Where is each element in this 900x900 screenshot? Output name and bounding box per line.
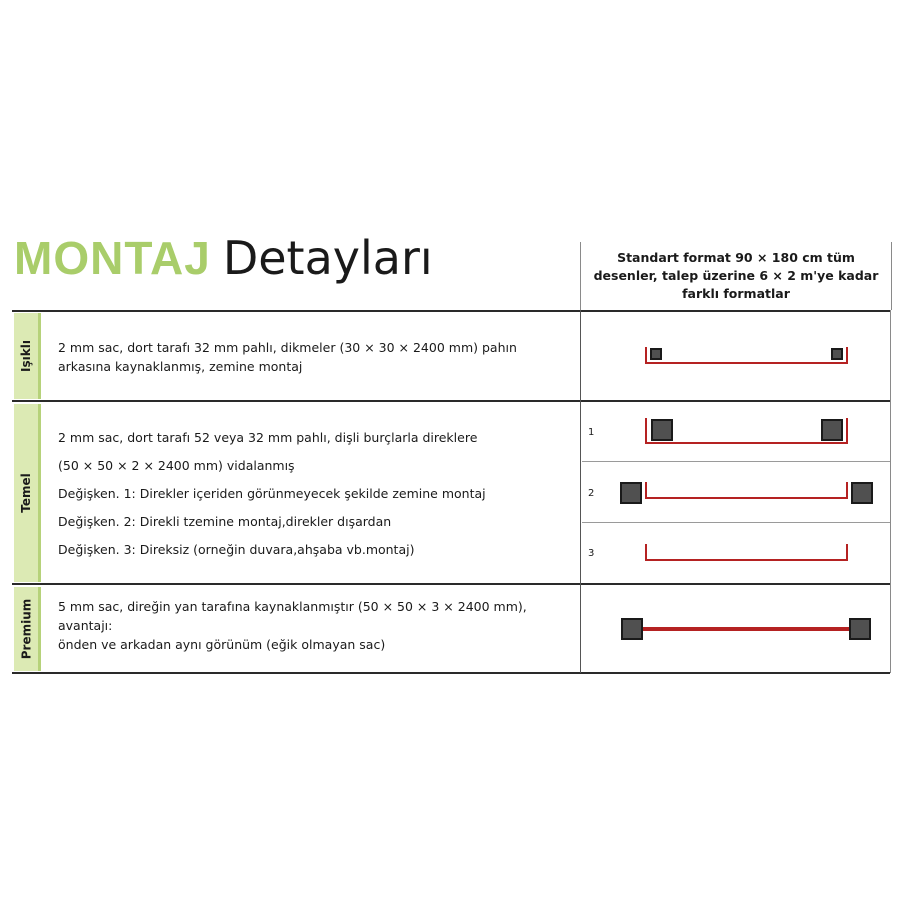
table-bottom-border	[12, 672, 890, 674]
title-accent: MONTAJ	[14, 232, 211, 284]
temel-description	[58, 424, 573, 564]
page-title	[14, 228, 433, 288]
title-rest: Detayları	[222, 231, 433, 285]
variant-number: 2	[588, 488, 595, 499]
description-line: 2 mm sac, dort tarafı 52 veya 32 mm pahlı, dişli burçlarla direklere	[58, 430, 478, 445]
variant2-post-right	[851, 482, 873, 504]
description-line: önden ve arkadan aynı görünüm (eğik olmayan sac)	[58, 637, 386, 652]
variant-divider-2	[582, 522, 890, 523]
variant1-panel-frame	[645, 418, 848, 444]
row-divider-2	[12, 583, 890, 585]
isikli-post-left	[650, 348, 662, 360]
description-line: 5 mm sac, direğin yan tarafına kaynaklanmıştır (50 × 50 × 3 × 2400 mm), avantajı:	[58, 599, 527, 633]
variant1-post-right	[821, 419, 843, 441]
variant-number: 3	[588, 548, 595, 559]
table-right-border	[890, 310, 891, 673]
description-line: (50 × 50 × 2 × 2400 mm) vidalanmış	[58, 458, 295, 473]
tab-isikli-label: Işıklı	[19, 340, 33, 372]
row-divider-1	[12, 400, 890, 402]
column-divider	[580, 310, 581, 673]
premium-post-left	[621, 618, 643, 640]
premium-post-right	[849, 618, 871, 640]
description-line: arkasına kaynaklanmış, zemine montaj	[58, 359, 303, 374]
variant2-post-left	[620, 482, 642, 504]
variant2-panel-frame	[645, 482, 848, 499]
tab-premium	[14, 587, 38, 671]
variant-number: 1	[588, 427, 595, 438]
table-top-border	[12, 310, 890, 312]
premium-description	[58, 597, 573, 654]
variant1-post-left	[651, 419, 673, 441]
tab-premium-label: Premium	[19, 598, 34, 660]
description-line: Değişken. 3: Direksiz (orneğin duvara,ahşaba vb.montaj)	[58, 542, 415, 557]
description-line: 2 mm sac, dort tarafı 32 mm pahlı, dikmeler (30 × 30 × 2400 mm) pahın	[58, 340, 517, 355]
format-header-cell	[580, 242, 892, 310]
premium-panel-bar	[640, 627, 854, 631]
tab-isikli	[14, 313, 38, 399]
variant3-panel-frame	[645, 544, 848, 561]
tab-temel	[14, 404, 38, 582]
description-line: Değişken. 1: Direkler içeriden görünmeyecek şekilde zemine montaj	[58, 486, 486, 501]
variant-divider-1	[582, 461, 890, 462]
format-header-text: Standart format 90 × 180 cm tüm desenler, talep üzerine 6 × 2 m'ye kadar farklı formatlar	[593, 250, 879, 301]
isikli-description	[58, 338, 573, 376]
description-line: Değişken. 2: Direkli tzemine montaj,direkler dışardan	[58, 514, 392, 529]
isikli-post-right	[831, 348, 843, 360]
isikli-panel-frame	[645, 347, 848, 364]
tab-temel-label: Temel	[19, 473, 33, 513]
